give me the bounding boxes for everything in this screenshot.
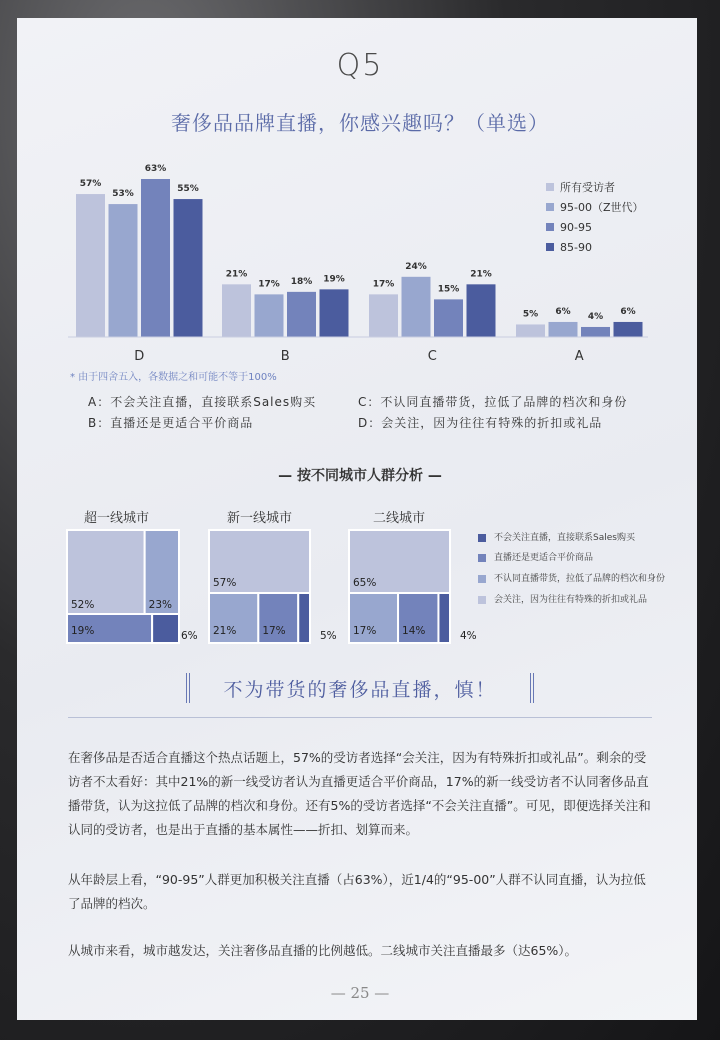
treemap-title-tier2: 二线城市 [373, 511, 426, 526]
bar-label-D-s3: 55% [177, 184, 199, 195]
bar-label-C-s0: 17% [372, 279, 395, 290]
conclusion-headline: 不为带货的奢侈品直播，慎！ [223, 679, 497, 701]
tm-tier1-C-label: 23% [148, 599, 172, 611]
option-d: D：会关注，因为往往有特殊的折扣或礼品 [358, 416, 603, 430]
option-a: A：不会关注直播，直接联系Sales购买 [88, 395, 317, 409]
bar-label-B-s2: 18% [290, 276, 313, 287]
x-tick-D: D [134, 349, 145, 364]
bar-label-B-s3: 19% [323, 274, 345, 285]
question-number: Q5 [336, 48, 384, 83]
tm-newtier1-A-label: 5% [320, 630, 337, 642]
option-c: C：不认同直播带货，拉低了品牌的档次和身份 [358, 395, 628, 409]
treemap-legend-b: 直播还是更适合平价商品 [478, 550, 593, 564]
tm-tier2-A [438, 593, 450, 643]
treemap-title-newtier1: 新一线城市 [227, 511, 293, 526]
bar-label-D-s2: 63% [144, 164, 167, 174]
bar-label-C-s2: 15% [437, 284, 460, 295]
x-tick-B: B [280, 349, 290, 364]
treemap-title-tier1: 超一线城市 [84, 511, 150, 526]
treemap-legend-c: 不认同直播带货，拉低了品牌的档次和身份 [478, 571, 665, 585]
tm-tier1-D-label: 52% [71, 599, 95, 611]
bar-label-C-s1: 24% [405, 261, 427, 272]
bar-label-B-s0: 21% [225, 269, 248, 280]
treemap-legend-a: 不会关注直播，直接联系Sales购买 [478, 530, 635, 544]
legend-label-2: 90-95 [560, 221, 592, 234]
treemap-legend-d: 会关注，因为往往有特殊的折扣或礼品 [478, 592, 647, 606]
bar-label-C-s3: 21% [470, 269, 492, 280]
legend-label-3: 85-90 [560, 241, 592, 254]
bar-label-D-s1: 53% [112, 189, 134, 200]
legend-label-0: 所有受访者 [560, 181, 615, 194]
conclusion-right-mark [530, 673, 534, 703]
x-tick-A: A [574, 349, 584, 364]
tm-tier1-B-label: 19% [71, 625, 95, 637]
tm-tier2-D-label: 65% [353, 577, 377, 589]
tm-newtier1-B-label: 21% [213, 625, 237, 637]
x-tick-C: C [427, 349, 437, 364]
question-title: 奢侈品品牌直播，你感兴趣吗？（单选） [171, 111, 549, 135]
tm-tier2-C-label: 14% [402, 625, 426, 637]
paragraph-1: 在奢侈品是否适合直播这个热点话题上，57%的受访者选择“会关注，因为有特殊折扣或礼品”。剩余的受访者不太看好：其中21%的新一线受访者认为直播更适合平价商品，17%的新一线受访者不认同奢侈品直播带货，认为这拉低了品牌的档次和身份。还有5%的受访者选择“不会关注直播”。可见，即便选择关注和认同的受访者，也是出于直播的基本属性——折扣、划算而来。 [68, 750, 651, 837]
section-title: — 按不同城市人群分析 — [278, 468, 442, 484]
bar-label-B-s1: 17% [258, 279, 280, 290]
tm-tier1-A-label: 6% [181, 630, 198, 642]
tm-tier2-B-label: 17% [353, 625, 377, 637]
tm-newtier1-C-label: 17% [262, 625, 286, 637]
paragraph-2: 从年龄层上看，“90-95”人群更加积极关注直播（占63%），近1/4的“95-00”人群不认同直播，认为拉低了品牌的档次。 [68, 872, 646, 911]
tm-tier2-A-label: 4% [460, 630, 477, 642]
bar-label-A-s1: 6% [555, 306, 571, 317]
legend-label-1: 95-00（Z世代） [560, 201, 644, 214]
bar-label-A-s0: 5% [522, 309, 539, 320]
bar-label-A-s3: 6% [620, 306, 636, 317]
bar-label-A-s2: 4% [587, 311, 604, 322]
divider [68, 717, 652, 718]
rounding-footnote: * 由于四舍五入，各数据之和可能不等于100% [70, 372, 277, 383]
tm-newtier1-D-label: 57% [213, 577, 237, 589]
tm-newtier1-A [298, 593, 310, 643]
tm-tier1-A [152, 614, 179, 643]
option-b: B：直播还是更适合平价商品 [88, 416, 254, 430]
bar-label-D-s0: 57% [79, 179, 102, 190]
page-number: — 25 — [330, 984, 390, 1002]
paragraph-3: 从城市来看，城市越发达，关注奢侈品直播的比例越低。二线城市关注直播最多（达65%）。 [68, 943, 578, 958]
